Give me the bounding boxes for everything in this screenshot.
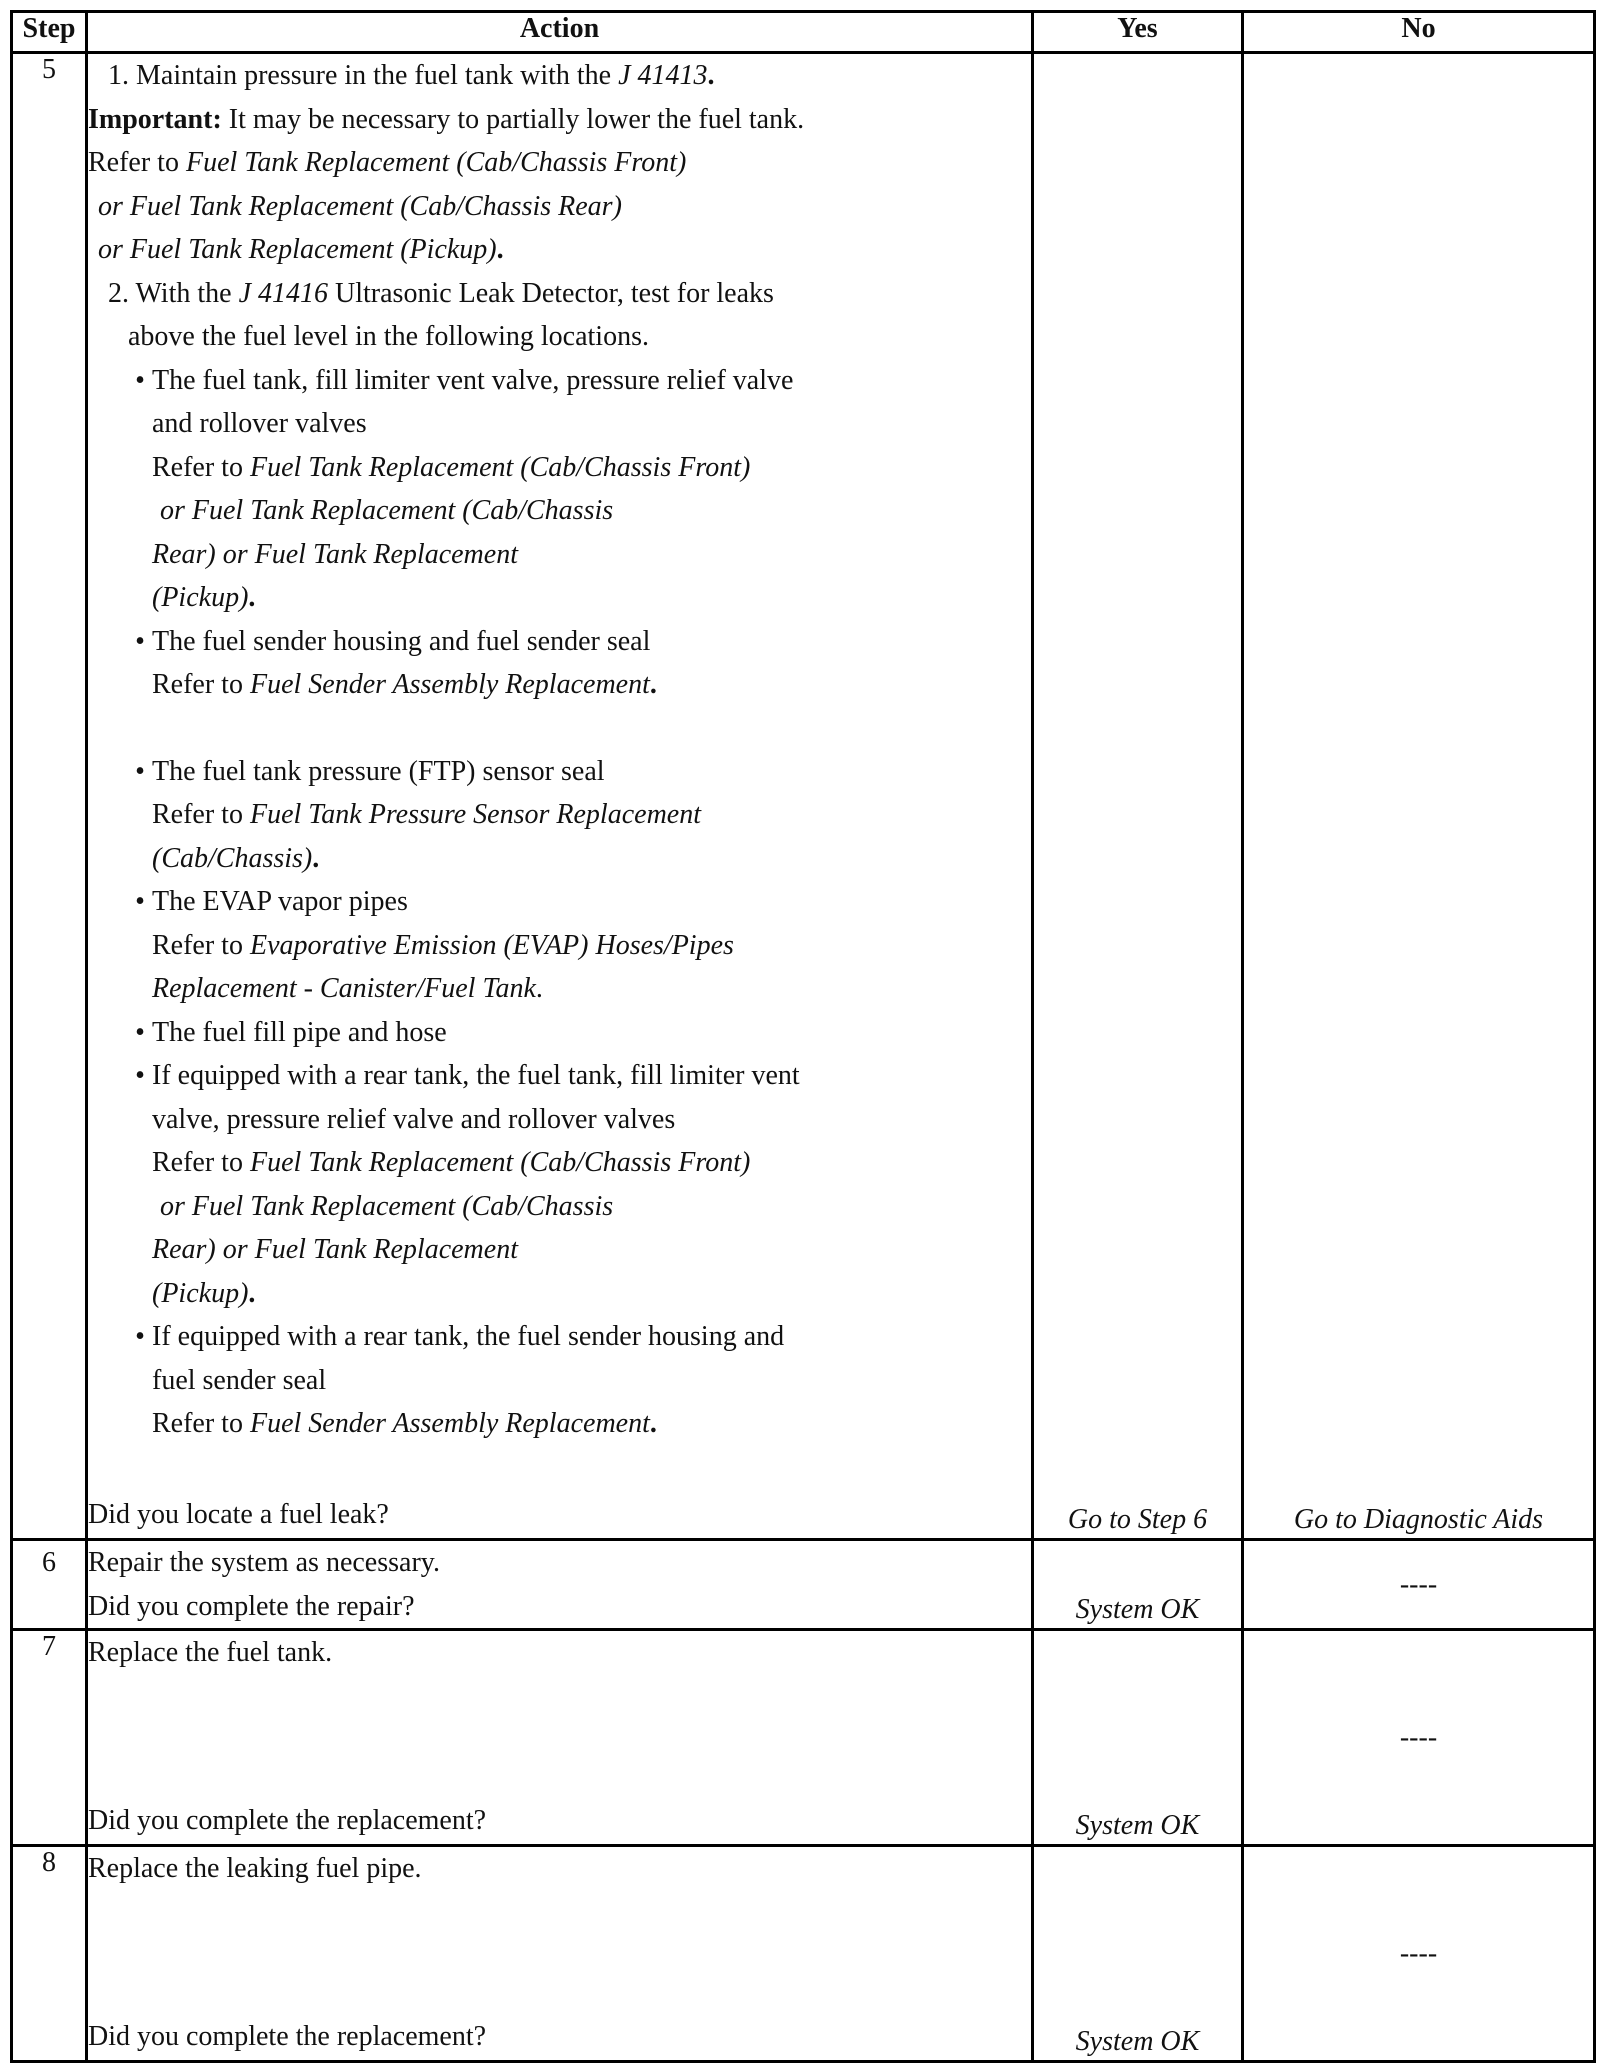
procedure-link[interactable]: or Fuel Tank Replacement (Cab/Chassis bbox=[160, 495, 614, 526]
table-row bbox=[12, 53, 1595, 1540]
procedure-link[interactable]: or Fuel Tank Replacement (Pickup) bbox=[98, 234, 497, 265]
bullet-icon: • bbox=[135, 755, 145, 787]
procedure-link[interactable]: Fuel Tank Pressure Sensor Replacement bbox=[249, 799, 701, 830]
action-text: The fuel fill pipe and hose bbox=[152, 1016, 447, 1048]
procedure-link[interactable]: or Fuel Tank Replacement (Cab/Chassis bbox=[160, 1190, 614, 1222]
no-cell bbox=[1243, 1540, 1595, 1630]
action-cell bbox=[87, 1846, 1033, 2062]
action-text: If equipped with a rear tank, the fuel sender housing and bbox=[152, 1321, 785, 1352]
no-value: ---- bbox=[1399, 1568, 1438, 1600]
action-cell: 1. Maintain pressure in the fuel tank with the J 41413. Important: It may be necessary to partially lower the fuel tank. Refer to Fuel Tank Replacement (Cab/Chassis Front) or Fuel Tank Replacement (Cab/Chassis Rear) or Fuel Tank Replacement (Pickup). 2. With the J 41416 Ultrasonic Leak Detector, test for leaks above the fuel level in the following locations. • The fuel tank, fill limiter vent valve, pressure relief valve and rollover valves Refer to Fuel Tank Replacement (Cab/Chassis Front) or Fuel Tank Replacement (Cab/Chassis Rear) or Fuel Tank Replacement (Pickup). • The fuel sender housing and fuel sender seal Refer to Fuel Sender Assembly Replacement. • The fuel tank pressure (FTP) sensor seal Refer to Fuel Tank Pressure Sensor Replacement (Cab/Chassis). • The EVAP vapor pipes Refer to Evaporative Emission (EVAP) Hoses/Pipes Replacement - Canister/Fuel Tank. • The fuel fill pipe and hose • If equipped with a rear tank, the fuel tank, fill limiter vent valve, pressure relief valve and rollover valves Refer to Fuel Tank Replacement (Cab/Chassis Front) or Fuel Tank Replacement (Cab/Chassis Rear) or Fuel Tank Replacement (Pickup). • If equipped with a rear tank, the fuel sender housing and fuel sender seal Refer to Fuel Sender Assembly Replacement. Did you locate a fuel leak? bbox=[87, 53, 1033, 1540]
procedure-link[interactable]: (Pickup) bbox=[152, 582, 249, 613]
action-text: Refer to bbox=[152, 1147, 250, 1178]
procedure-link[interactable]: Fuel Sender Assembly Replacement bbox=[249, 1408, 650, 1439]
action-text: 2. With the bbox=[108, 277, 239, 309]
header-action: Action bbox=[87, 12, 1033, 53]
procedure-link[interactable]: Fuel Sender Assembly Replacement bbox=[249, 669, 650, 700]
step-number: 6 bbox=[12, 1540, 87, 1630]
action-text: Ultrasonic Leak Detector, test for leaks bbox=[328, 277, 774, 309]
no-cell bbox=[1243, 1846, 1595, 2062]
yes-link[interactable]: System OK bbox=[1075, 2026, 1200, 2057]
tool-ref: J 41416 bbox=[238, 277, 329, 309]
header-step: Step bbox=[12, 12, 87, 53]
yes-cell bbox=[1033, 1630, 1243, 1846]
no-cell bbox=[1243, 1630, 1595, 1846]
bullet-icon: • bbox=[135, 364, 145, 396]
action-cell bbox=[87, 1540, 1033, 1630]
procedure-link[interactable]: Rear) or Fuel Tank Replacement bbox=[152, 538, 518, 570]
yes-cell bbox=[1033, 1540, 1243, 1630]
procedure-link[interactable]: Fuel Tank Replacement (Cab/Chassis Front) bbox=[185, 147, 687, 178]
procedure-link[interactable]: or Fuel Tank Replacement (Cab/Chassis Rear) bbox=[98, 190, 622, 222]
action-cell bbox=[87, 1630, 1033, 1846]
action-text: It may be necessary to partially lower the fuel tank. bbox=[221, 103, 805, 135]
bullet-icon: • bbox=[135, 886, 145, 917]
action-text: Refer to bbox=[152, 799, 250, 830]
action-text: and rollover valves bbox=[152, 408, 367, 439]
step-number: 5 bbox=[12, 53, 87, 1540]
action-text: fuel sender seal bbox=[152, 1364, 327, 1396]
procedure-link[interactable]: Rear) or Fuel Tank Replacement bbox=[152, 1234, 518, 1265]
bullet-icon: • bbox=[135, 1321, 145, 1352]
no-link[interactable]: Go to Diagnostic Aids bbox=[1293, 1504, 1544, 1535]
no-cell bbox=[1243, 53, 1595, 1540]
question-text: Did you locate a fuel leak? bbox=[88, 1498, 389, 1530]
diagnostic-table bbox=[10, 10, 1596, 2063]
action-text: above the fuel level in the following locations. bbox=[128, 321, 649, 352]
question-text: Did you complete the replacement? bbox=[88, 2020, 487, 2052]
procedure-link[interactable]: Fuel Tank Replacement (Cab/Chassis Front) bbox=[249, 1147, 751, 1178]
action-text: Refer to bbox=[152, 451, 250, 483]
procedure-link[interactable]: Evaporative Emission (EVAP) Hoses/Pipes bbox=[249, 929, 734, 961]
action-text: The fuel tank, fill limiter vent valve, pressure relief valve bbox=[152, 364, 794, 396]
yes-link[interactable]: System OK bbox=[1075, 1594, 1200, 1625]
table-row bbox=[12, 1630, 1595, 1846]
action-text: The EVAP vapor pipes bbox=[152, 886, 408, 917]
no-value: ---- bbox=[1399, 1721, 1438, 1753]
table-row bbox=[12, 1540, 1595, 1630]
action-text: Refer to bbox=[152, 669, 250, 700]
step-number: 7 bbox=[12, 1630, 87, 1846]
procedure-link[interactable]: (Pickup) bbox=[152, 1277, 249, 1309]
question-text: Did you complete the replacement? bbox=[88, 1804, 487, 1836]
no-value: ---- bbox=[1399, 1937, 1438, 1969]
action-text: 1. Maintain pressure in the fuel tank with the bbox=[108, 60, 619, 91]
yes-cell bbox=[1033, 1846, 1243, 2062]
yes-link[interactable]: Go to Step 6 bbox=[1067, 1504, 1208, 1535]
important-label: Important: bbox=[88, 103, 222, 135]
table-row bbox=[12, 1846, 1595, 2062]
action-text: The fuel tank pressure (FTP) sensor seal bbox=[152, 755, 605, 787]
header-yes: Yes bbox=[1033, 12, 1243, 53]
bullet-icon: • bbox=[135, 625, 145, 657]
action-text: Replace the fuel tank. bbox=[88, 1637, 333, 1668]
action-text: valve, pressure relief valve and rollover valves bbox=[152, 1103, 676, 1135]
table-header-row bbox=[12, 12, 1595, 53]
action-text: Refer to bbox=[152, 1408, 250, 1439]
header-no: No bbox=[1243, 12, 1595, 53]
tool-ref: J 41413 bbox=[618, 60, 708, 91]
action-text: Refer to bbox=[152, 929, 250, 961]
bullet-icon: • bbox=[135, 1016, 145, 1048]
step-number: 8 bbox=[12, 1846, 87, 2062]
action-text: If equipped with a rear tank, the fuel tank, fill limiter vent bbox=[152, 1060, 800, 1091]
procedure-link[interactable]: (Cab/Chassis) bbox=[152, 842, 313, 874]
procedure-link[interactable]: Replacement - Canister/Fuel Tank bbox=[152, 973, 536, 1004]
action-text: Repair the system as necessary. bbox=[88, 1547, 440, 1578]
action-text: Replace the leaking fuel pipe. bbox=[88, 1853, 422, 1884]
action-text: Refer to bbox=[88, 147, 186, 178]
question-text: Did you complete the repair? bbox=[88, 1590, 415, 1622]
procedure-link[interactable]: Fuel Tank Replacement (Cab/Chassis Front) bbox=[249, 451, 751, 483]
action-text: The fuel sender housing and fuel sender seal bbox=[152, 625, 651, 657]
yes-cell bbox=[1033, 53, 1243, 1540]
yes-link[interactable]: System OK bbox=[1075, 1810, 1200, 1841]
bullet-icon: • bbox=[135, 1060, 145, 1091]
